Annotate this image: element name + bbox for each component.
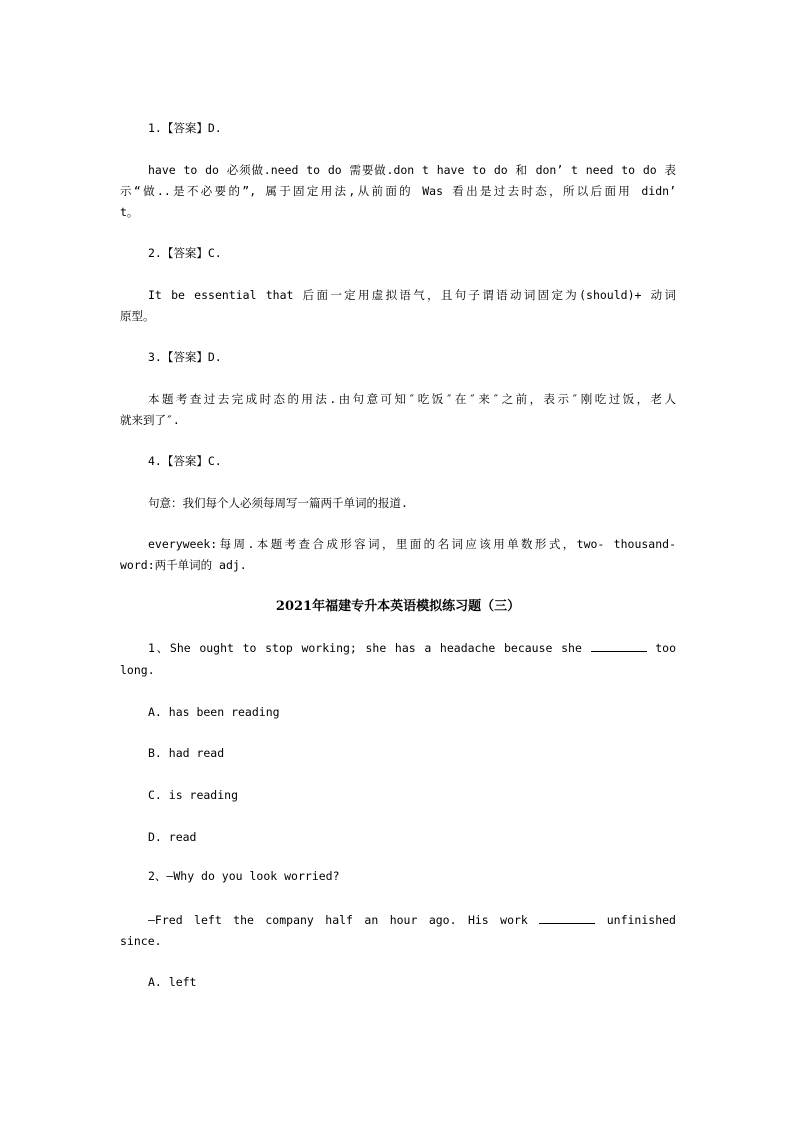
- answer-1-line-1: have to do 必须做.need to do 需要做.don t have to do 和 don’ t need to do 表: [148, 163, 676, 177]
- question-2-line-3: since.: [120, 934, 162, 948]
- question-2-line-2: [120, 910, 676, 931]
- question-1-blank: [591, 641, 647, 652]
- answer-1-line-3: t。: [120, 205, 139, 219]
- answer-1-line-2: 示“做..是不必要的”, 属于固定用法,从前面的 Was 看出是过去时态，所以后面用 didn’: [120, 184, 676, 198]
- question-1-stem-end: too: [655, 641, 676, 655]
- section-title: 2021年福建专升本英语模拟练习题（三）: [275, 599, 521, 614]
- question-1-option-a: A. has been reading: [148, 705, 280, 719]
- question-1-line-2: long.: [120, 663, 155, 677]
- answer-1-label: 1.【答案】D.: [148, 121, 222, 135]
- answer-3-label: 3.【答案】D.: [148, 350, 222, 364]
- question-1-stem: 1、She ought to stop working; she has a headache because she: [148, 641, 582, 655]
- question-2-stem-end: unfinished: [606, 913, 676, 927]
- question-1-line-1: [120, 638, 676, 659]
- question-2-blank: [539, 913, 595, 924]
- answer-3-line-1: 本题考查过去完成时态的用法.由句意可知″吃饭″在″来″之前，表示″刚吃过饭，老人: [148, 392, 676, 406]
- question-1-option-d: D. read: [148, 830, 197, 844]
- question-2-stem: —Fred left the company half an hour ago. His work: [148, 913, 528, 927]
- answer-2-line-2: 原型。: [120, 309, 155, 323]
- question-1-option-b: B. had read: [148, 746, 225, 760]
- answer-4-line-1: 句意：我们每个人必须每周写一篇两千单词的报道.: [148, 496, 408, 510]
- question-2-line-1: 2、—Why do you look worried?: [148, 869, 340, 883]
- answer-3-line-2: 就来到了″.: [120, 413, 180, 427]
- answer-2-line-1: It be essential that 后面一定用虚拟语气，且句子谓语动词固定为(should)+ 动词: [148, 288, 676, 302]
- answer-4-line-2: everyweek:每周.本题考查合成形容词，里面的名词应该用单数形式，two- thousand-: [148, 537, 676, 551]
- answer-4-label: 4.【答案】C.: [148, 454, 222, 468]
- question-2-option-a: A. left: [148, 975, 197, 989]
- answer-4-line-3: word:两千单词的 adj.: [120, 558, 247, 572]
- answer-2-label: 2.【答案】C.: [148, 246, 222, 260]
- question-1-option-c: C. is reading: [148, 788, 239, 802]
